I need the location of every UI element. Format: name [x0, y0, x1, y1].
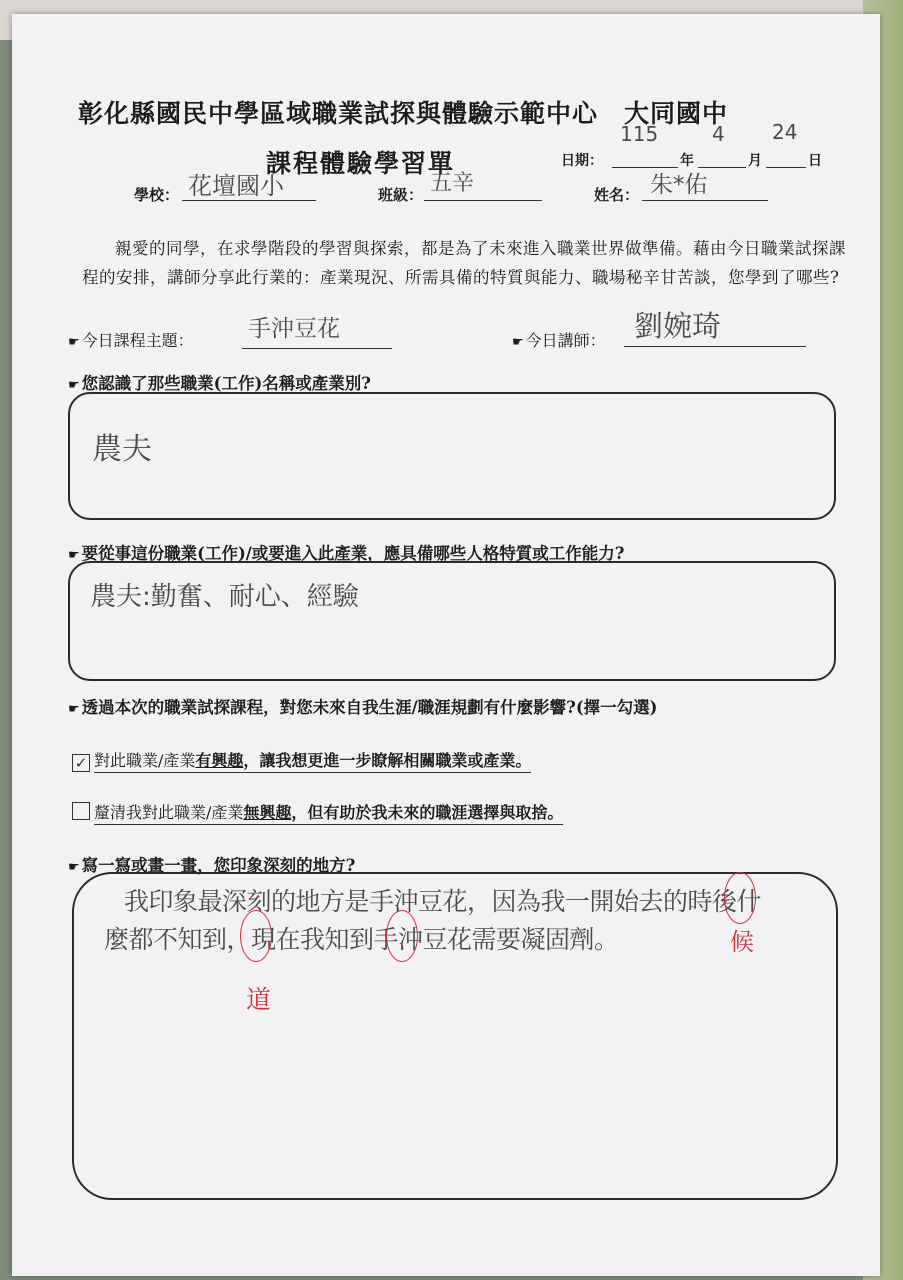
- answer-2: 農夫:勤奮、耐心、經驗: [90, 582, 359, 612]
- option-2-post: ，但有助於我未來的職涯選擇與取捨。: [291, 803, 564, 822]
- option-2[interactable]: [72, 800, 563, 823]
- topic-row: [68, 328, 194, 351]
- name-line: [642, 200, 768, 201]
- question-1-label: 您認識了那些職業(工作)名稱或產業別?: [81, 374, 371, 393]
- month-unit: 月: [748, 153, 762, 169]
- option-2-pre: 釐清我對此職業/產業: [94, 803, 244, 822]
- correction-hou: 候: [730, 928, 754, 956]
- question-2-label: 要從事這份職業(工作)/或要進入此產業，應具備哪些人格特質或工作能力?: [81, 544, 625, 563]
- checkmark-icon: ✓: [74, 754, 88, 772]
- day-value: 24: [772, 120, 798, 144]
- question-3-label: 透過本次的職業試探課程，對您未來自我生涯/職涯規劃有什麼影響?(擇一勾選): [81, 698, 658, 717]
- topic-value: 手沖豆花: [248, 316, 340, 342]
- day-line: [766, 167, 806, 168]
- day-unit: 日: [808, 153, 822, 169]
- option-1-emph: 有興趣: [195, 751, 244, 770]
- option-1-post: ，讓我想更進一步瞭解相關職業或產業。: [243, 751, 532, 770]
- topic-label: 今日課程主題：: [81, 331, 194, 350]
- intro-paragraph: 親愛的同學，在求學階段的學習與探索，都是為了未來進入職業世界做準備。藉由今日職業試探課程的安排，講師分享此行業的：產業現況、所需具備的特質與能力、職場秘辛甘苦談，您學到了哪些?: [82, 239, 846, 287]
- teacher-label: 今日講師：: [525, 331, 606, 350]
- pointing-hand-icon: ☛: [68, 860, 80, 875]
- worksheet-paper: [12, 14, 880, 1276]
- date-label: 日期：: [561, 153, 603, 169]
- correction-dao: 道: [246, 985, 272, 1014]
- class-line: [424, 200, 542, 201]
- year-unit: 年: [680, 153, 694, 169]
- answer-box-1: [68, 392, 836, 520]
- teacher-value: 劉婉琦: [634, 309, 722, 343]
- worksheet-subtitle: 課程體驗學習單: [266, 149, 456, 178]
- month-value: 4: [712, 122, 725, 146]
- answer-1: 農夫: [92, 432, 152, 467]
- pointing-hand-icon: ☛: [512, 335, 524, 350]
- correction-circle-3: [386, 910, 418, 962]
- school-value: 花壇國小: [188, 172, 284, 200]
- topic-line: [242, 348, 392, 349]
- answer-4-line-2: 麼都不知到，現在我知到手沖豆花需要凝固劑。: [104, 925, 619, 954]
- option-2-emph: 無興趣: [243, 803, 292, 822]
- pointing-hand-icon: ☛: [68, 335, 80, 350]
- pointing-hand-icon: ☛: [68, 548, 80, 563]
- teacher-line: [624, 346, 806, 347]
- correction-circle-2: [240, 910, 272, 962]
- pointing-hand-icon: ☛: [68, 702, 80, 717]
- option-2-checkbox[interactable]: [72, 802, 90, 820]
- question-4-label: 寫一寫或畫一畫，您印象深刻的地方?: [81, 856, 356, 875]
- option-1-pre: 對此職業/產業: [94, 751, 196, 770]
- school-label: 學校：: [134, 186, 180, 204]
- class-label: 班級：: [378, 186, 424, 204]
- teacher-row: [512, 328, 606, 351]
- page-title: 彰化縣國民中學區域職業試探與體驗示範中心 大同國中: [78, 99, 729, 128]
- question-3: [68, 694, 657, 718]
- option-1-checkbox[interactable]: [72, 754, 90, 772]
- correction-circle-1: [724, 872, 756, 924]
- question-1: [68, 370, 371, 394]
- year-value: 115: [620, 122, 659, 146]
- answer-4-line-1: 我印象最深刻的地方是手沖豆花，因為我一開始去的時後什: [124, 887, 762, 916]
- class-value: 五辛: [430, 171, 475, 196]
- pointing-hand-icon: ☛: [68, 378, 80, 393]
- name-value: 朱*佑: [650, 172, 708, 198]
- name-label: 姓名：: [594, 186, 640, 204]
- option-1[interactable]: [72, 748, 531, 772]
